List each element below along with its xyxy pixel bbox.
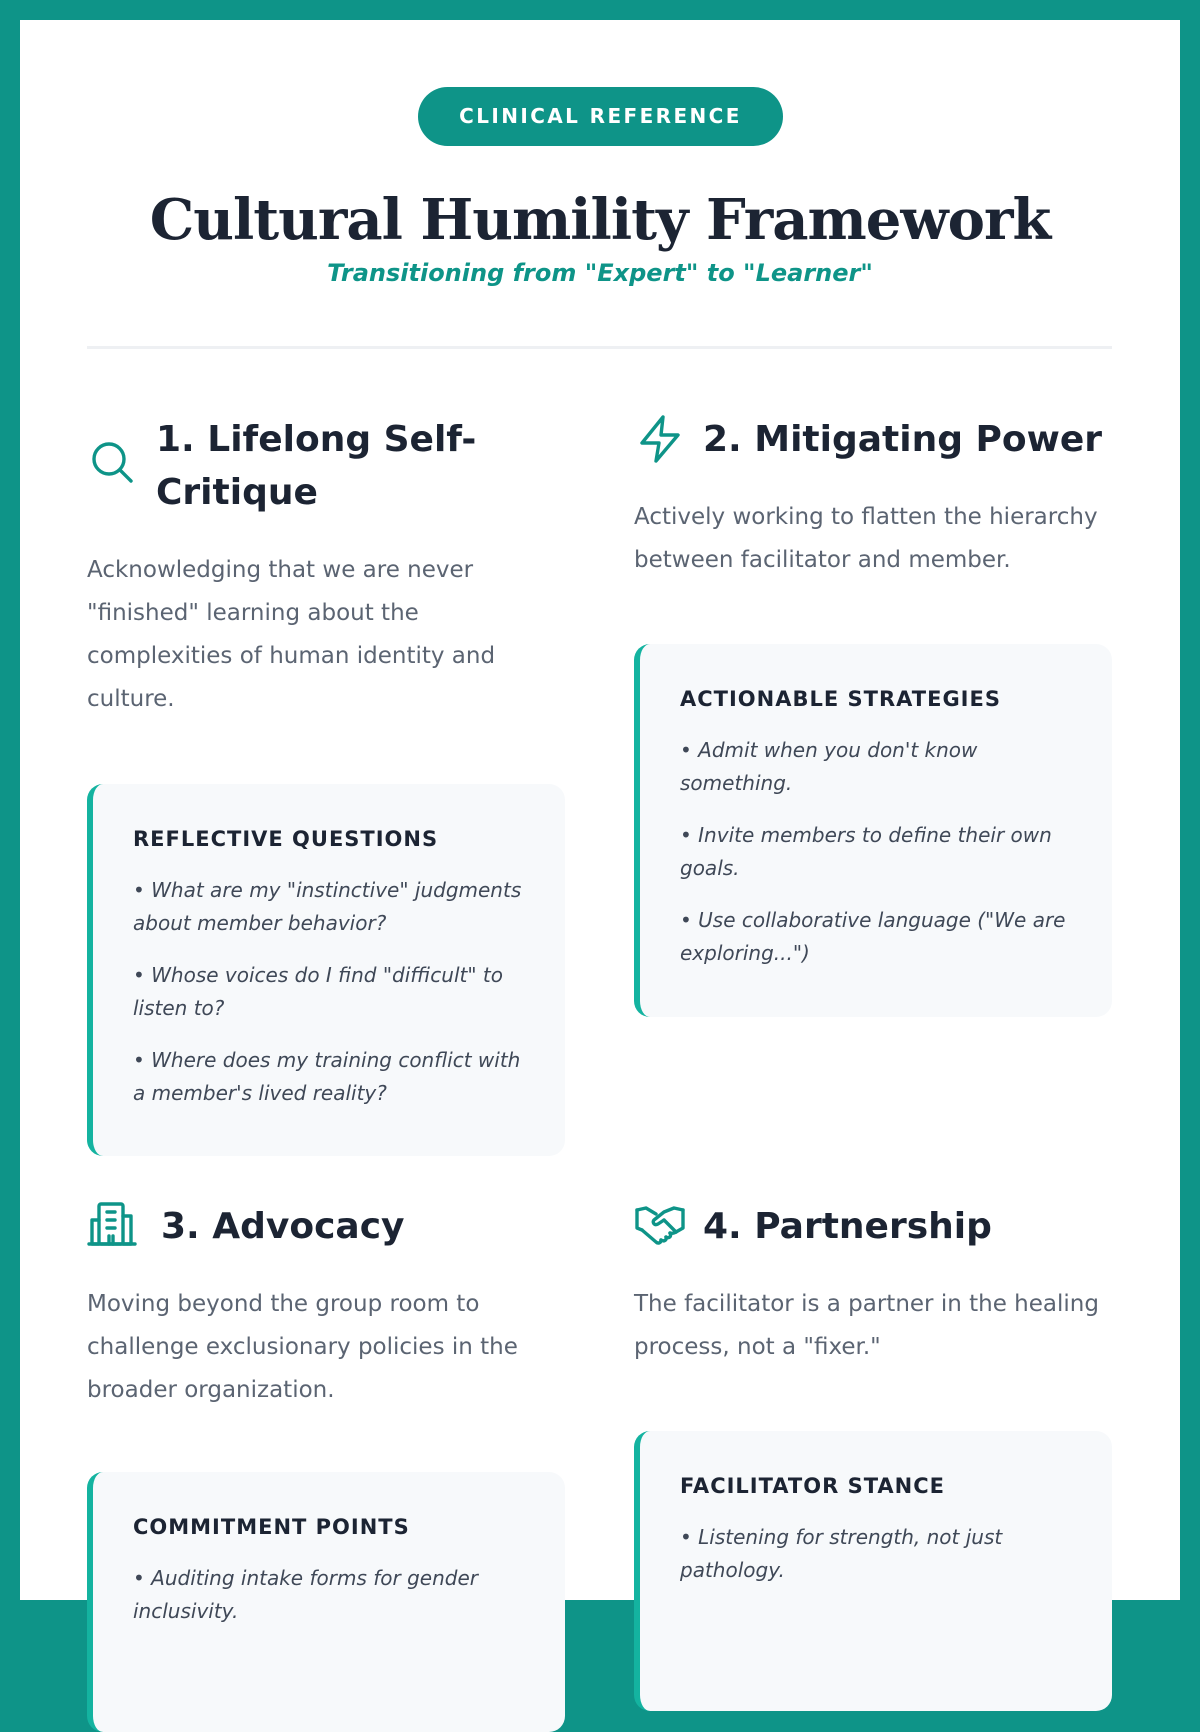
page-header <box>20 20 1180 350</box>
page-sheet <box>20 20 1180 1623</box>
card-list-item: • Whose voices do I find "difficult" to listen to? <box>133 963 503 1020</box>
facilitator-stance-card <box>634 1431 1112 1711</box>
section-self-critique <box>87 413 565 1105</box>
card-list-item: • Invite members to define their own goals. <box>680 823 1052 880</box>
clinical-reference-badge: CLINICAL REFERENCE <box>418 87 783 146</box>
lightning-icon <box>634 413 686 465</box>
page-subtitle: Transitioning from "Expert" to "Learner" <box>327 259 873 287</box>
section-description: Actively working to flatten the hierarchy between facilitator and member. <box>634 504 1098 573</box>
card-list-item: • Auditing intake forms for gender inclusivity. <box>133 1566 478 1623</box>
handshake-icon <box>634 1198 686 1250</box>
card-list-item: • Use collaborative language ("We are exploring...") <box>680 908 1066 965</box>
section-heading <box>634 1200 1112 1253</box>
card-title: COMMITMENT POINTS <box>133 1515 410 1539</box>
section-description: The facilitator is a partner in the healing process, not a "fixer." <box>634 1291 1099 1360</box>
section-title: 3. Advocacy <box>161 1206 405 1247</box>
section-partnership <box>634 1200 1112 1582</box>
section-heading <box>87 413 565 519</box>
reflective-questions-card <box>87 784 565 1156</box>
section-title: 4. Partnership <box>703 1206 992 1247</box>
section-mitigating-power <box>634 413 1112 965</box>
section-title: 2. Mitigating Power <box>703 419 1103 460</box>
card-list-item: • Admit when you don't know something. <box>680 738 978 795</box>
section-title: 1. Lifelong Self-Critique <box>156 419 477 513</box>
header-divider <box>87 346 1112 349</box>
section-description: Acknowledging that we are never "finished" learning about the complexities of human identity and culture. <box>87 557 496 712</box>
section-advocacy <box>87 1200 565 1623</box>
card-list-item: • What are my "instinctive" judgments about member behavior? <box>133 878 522 935</box>
section-description: Moving beyond the group room to challenge exclusionary policies in the broader organization. <box>87 1291 518 1403</box>
card-title: ACTIONABLE STRATEGIES <box>680 687 1001 711</box>
page-title: Cultural Humility Framework <box>149 187 1051 253</box>
card-list-item: • Listening for strength, not just pathology. <box>680 1525 1003 1582</box>
card-title: REFLECTIVE QUESTIONS <box>133 827 439 851</box>
card-list-item: • Where does my training conflict with a member's lived reality? <box>133 1048 521 1105</box>
card-title: FACILITATOR STANCE <box>680 1474 945 1498</box>
actionable-strategies-card <box>634 644 1112 1017</box>
commitment-points-card <box>87 1472 565 1732</box>
building-icon <box>87 1198 139 1250</box>
section-heading <box>87 1200 565 1253</box>
section-heading <box>634 413 1112 466</box>
search-icon <box>87 437 139 489</box>
